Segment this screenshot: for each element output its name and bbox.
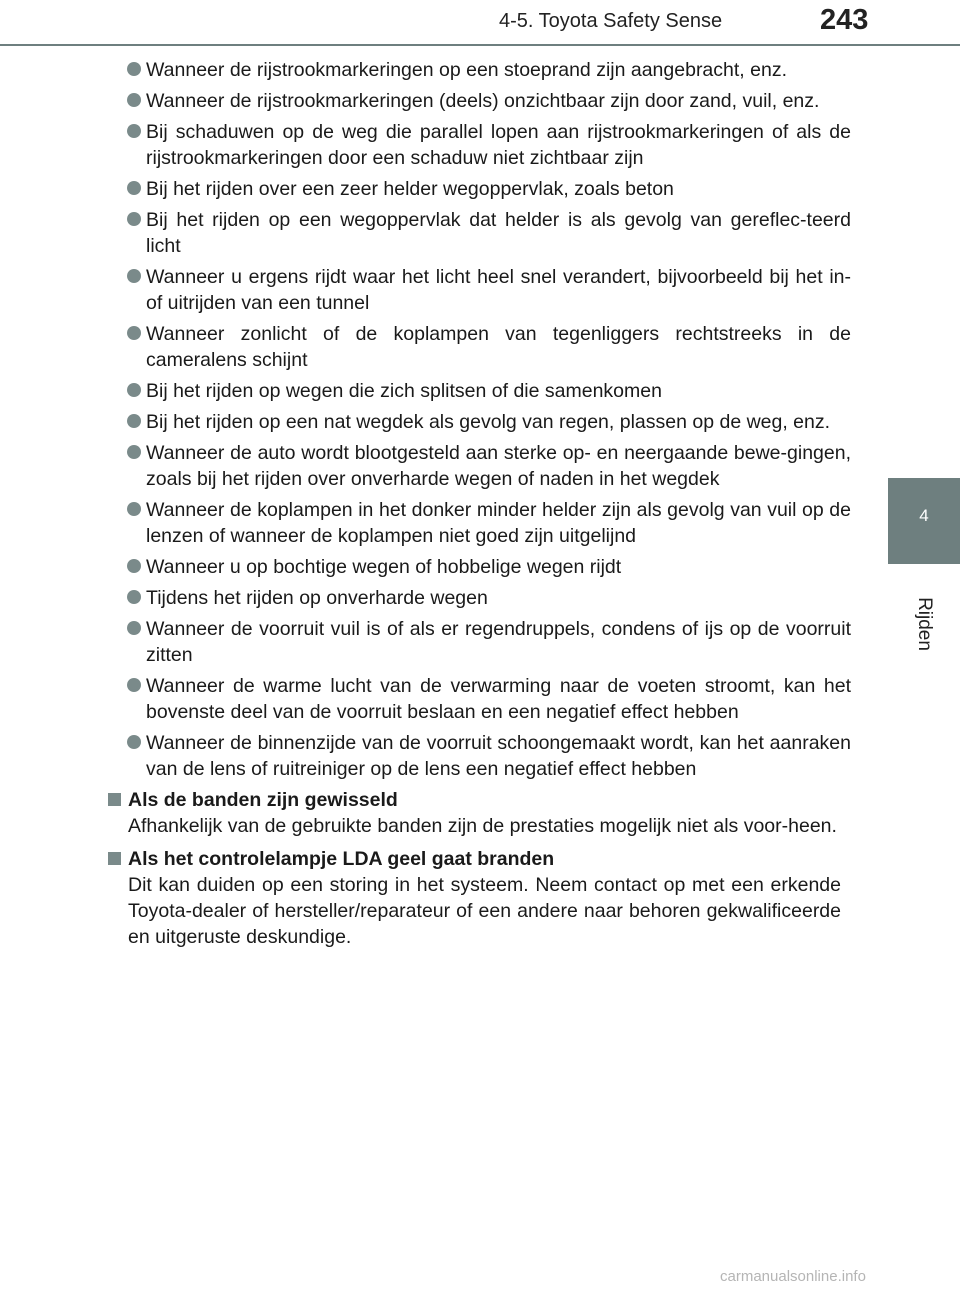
list-item <box>104 440 851 492</box>
bullet-icon <box>127 621 141 635</box>
square-bullet-icon <box>108 852 121 865</box>
chapter-tab-label <box>888 564 960 684</box>
list-item-text: Wanneer zonlicht of de koplampen van tegenliggers rechtstreeks in de cameralens schijnt <box>146 323 851 371</box>
list-item <box>104 497 851 549</box>
bullet-icon <box>127 735 141 749</box>
section-heading <box>104 787 851 813</box>
list-item-text: Wanneer de koplampen in het donker minder helder zijn als gevolg van vuil op de lenzen of wanneer de koplampen niet goed zijn uitgelijnd <box>146 499 851 547</box>
list-item-text: Wanneer de binnenzijde van de voorruit schoongemaakt wordt, kan het aanraken van de lens of ruitreiniger op de lens een negatief effect hebben <box>146 732 851 780</box>
header-rule <box>0 44 960 46</box>
list-item-text: Tijdens het rijden op onverharde wegen <box>146 587 488 609</box>
list-item <box>104 264 851 316</box>
list-item <box>104 616 851 668</box>
bullet-icon <box>127 414 141 428</box>
list-item <box>104 378 851 404</box>
list-item-text: Bij het rijden op een wegoppervlak dat helder is als gevolg van gereflec-teerd licht <box>146 209 851 257</box>
bullet-icon <box>127 269 141 283</box>
list-item <box>104 585 851 611</box>
bullet-icon <box>127 326 141 340</box>
bullet-icon <box>127 559 141 573</box>
bullet-icon <box>127 383 141 397</box>
watermark: carmanualsonline.info <box>720 1268 866 1285</box>
list-item <box>104 57 851 83</box>
bullet-icon <box>127 62 141 76</box>
list-item <box>104 409 851 435</box>
section-paragraph: Afhankelijk van de gebruikte banden zijn de prestaties mogelijk niet als voor-heen. <box>128 815 837 837</box>
list-item-text: Wanneer u ergens rijdt waar het licht heel snel verandert, bijvoorbeeld bij het in- of uitrijden van een tunnel <box>146 266 851 314</box>
section-heading-text: Als de banden zijn gewisseld <box>128 789 398 811</box>
list-item <box>104 88 851 114</box>
section-heading-text: Als het controlelampje LDA geel gaat branden <box>128 848 555 870</box>
list-item-text: Bij het rijden over een zeer helder wegoppervlak, zoals beton <box>146 178 674 200</box>
page-number: 243 <box>820 4 869 36</box>
chapter-label-text: Rijden <box>914 597 935 651</box>
bullet-icon <box>127 678 141 692</box>
list-item-text: Wanneer de warme lucht van de verwarming naar de voeten stroomt, kan het bovenste deel van de voorruit beslaan en een negatief effect hebben <box>146 675 851 723</box>
list-item <box>104 119 851 171</box>
list-item-text: Wanneer de rijstrookmarkeringen (deels) onzichtbaar zijn door zand, vuil, enz. <box>146 90 820 112</box>
chapter-tab-number: 4 <box>888 478 960 564</box>
page-content <box>104 57 851 957</box>
list-item-text: Wanneer de voorruit vuil is of als er regendruppels, condens of ijs op de voorruit zitten <box>146 618 851 666</box>
list-item-text: Bij schaduwen op de weg die parallel lopen aan rijstrookmarkeringen of als de rijstrookmarkeringen door een schaduw niet zichtbaar zijn <box>146 121 851 169</box>
list-item-text: Bij het rijden op een nat wegdek als gevolg van regen, plassen op de weg, enz. <box>146 411 831 433</box>
square-bullet-icon <box>108 793 121 806</box>
bullet-icon <box>127 181 141 195</box>
bullet-icon <box>127 93 141 107</box>
section-heading <box>104 846 851 872</box>
section-paragraph: Dit kan duiden op een storing in het systeem. Neem contact op met een erkende Toyota-dealer of hersteller/reparateur of een andere naar behoren gekwalificeerde en uitgeruste deskundige. <box>128 874 841 948</box>
bullet-icon <box>127 590 141 604</box>
list-item <box>104 176 851 202</box>
bullet-icon <box>127 212 141 226</box>
bullet-icon <box>127 502 141 516</box>
list-item-text: Bij het rijden op wegen die zich splitsen of die samenkomen <box>146 380 662 402</box>
list-item-text: Wanneer de rijstrookmarkeringen op een stoeprand zijn aangebracht, enz. <box>146 59 787 81</box>
list-item <box>104 207 851 259</box>
list-item <box>104 321 851 373</box>
list-item <box>104 730 851 782</box>
list-item <box>104 554 851 580</box>
section-title: 4-5. Toyota Safety Sense <box>499 10 723 32</box>
list-item-text: Wanneer u op bochtige wegen of hobbelige wegen rijdt <box>146 556 622 578</box>
list-item <box>104 673 851 725</box>
list-item-text: Wanneer de auto wordt blootgesteld aan sterke op- en neergaande bewe-gingen, zoals bij het rijden over onverharde wegen of naden in het wegdek <box>146 442 851 490</box>
bullet-icon <box>127 124 141 138</box>
bullet-icon <box>127 445 141 459</box>
